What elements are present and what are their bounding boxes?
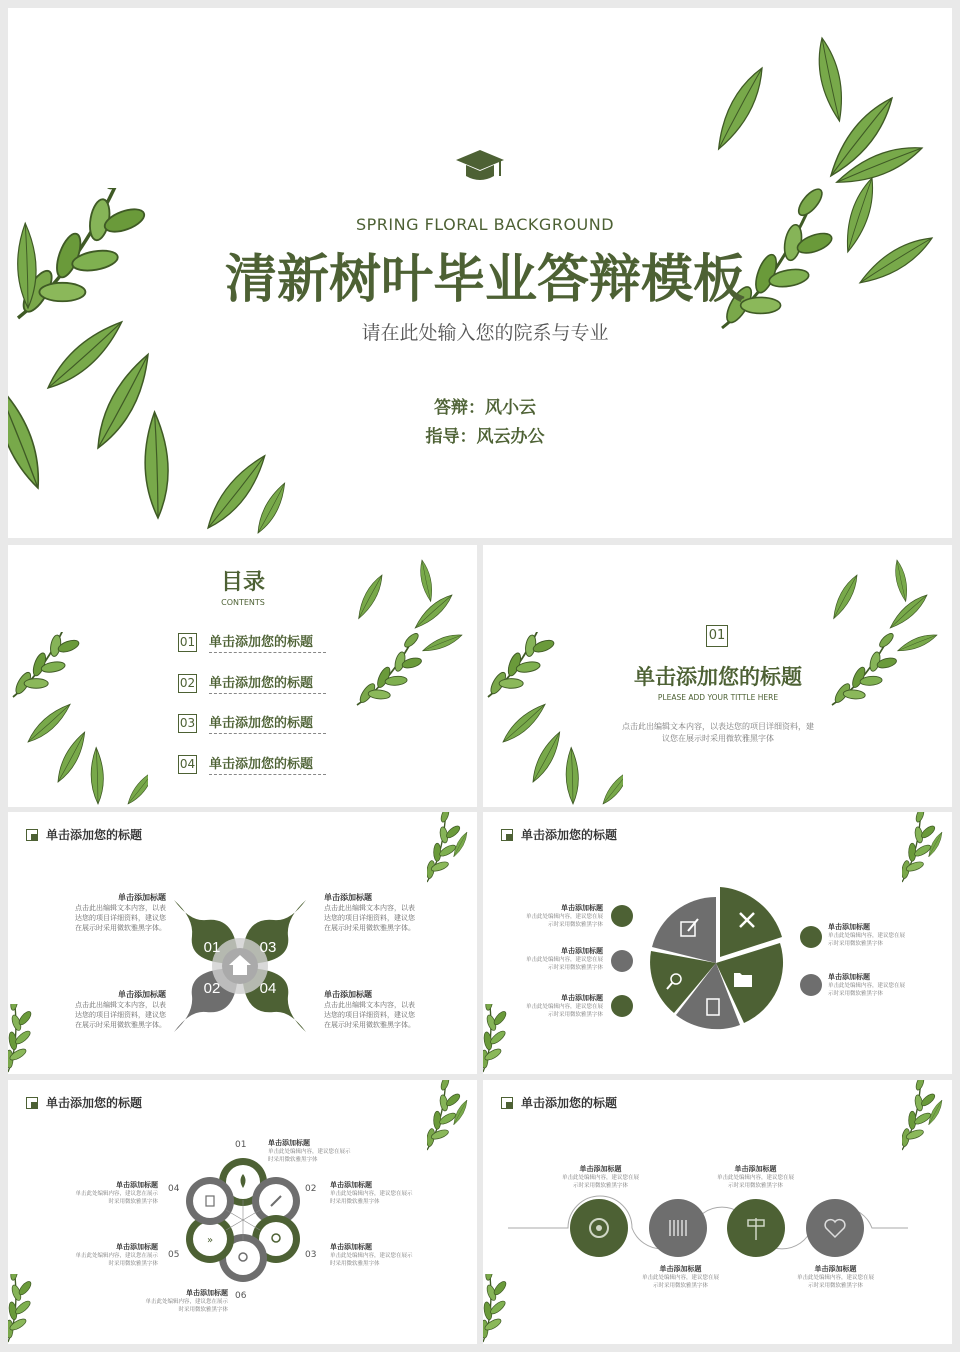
text-block-line: 示时采用微软雅黑字体 — [727, 1183, 783, 1189]
leaf-decoration-left — [8, 188, 288, 538]
header-marker-icon — [26, 829, 38, 841]
text-block-line: 单击此处编辑内容，建议您在展 — [796, 1275, 874, 1281]
cover-description: 请在此处输入您的院系与专业 — [361, 322, 609, 344]
petal-diagram-slide — [8, 812, 477, 1074]
flower-number-04: 04 — [168, 1184, 180, 1194]
text-block-line: 单击此处编辑内容，建议您在展示 — [75, 1191, 158, 1197]
text-block-line: 示时采用微软雅黑字体 — [572, 1183, 628, 1189]
flower-number-05: 05 — [168, 1250, 180, 1260]
cover-defender: 答辩：风小云 — [434, 398, 536, 418]
text-block-title: 单击添加标题 — [268, 1139, 310, 1147]
toc-item-number: 01 — [178, 633, 197, 652]
text-block-line: 单击此处编辑内容，建议您在展 — [525, 957, 603, 963]
text-block-title: 单击添加标题 — [116, 1243, 158, 1251]
text-block-title: 单击添加标题 — [734, 1165, 777, 1173]
petal-number-02: 02 — [203, 980, 221, 997]
toc-item-label: 单击添加您的标题 — [209, 631, 326, 653]
text-block-line: 点击此出编辑文本内容，以表 — [75, 1001, 166, 1009]
flower-number-02: 02 — [305, 1184, 317, 1194]
text-block-line: 单击此处编辑内容，建议您在展 — [828, 933, 906, 939]
text-block-line: 单击此处编辑内容，建议您在展示 — [330, 1191, 413, 1197]
text-block-line: 单击此处编辑内容，建议您在展 — [525, 1004, 603, 1010]
graduation-cap-icon — [454, 148, 506, 188]
text-block-line: 在展示时采用微软雅黑字体。 — [324, 1021, 415, 1029]
section-desc-line1: 点击此出编辑文本内容，以表达您的项目详细资料，建 — [622, 722, 814, 731]
text-block-1 — [66, 892, 166, 933]
section-subtitle-en: PLEASE ADD YOUR TITTLE HERE — [657, 693, 779, 702]
text-block-line: 点击此出编辑文本内容，以表 — [324, 904, 415, 912]
slide-header — [501, 1094, 617, 1111]
text-block-title: 单击添加标题 — [330, 1243, 372, 1251]
flower-bottom-text — [118, 1288, 228, 1314]
text-block-line: 达您的项目详细资料，建议您 — [75, 1011, 166, 1019]
text-block-line: 时采用微软雅黑字体 — [330, 1199, 380, 1205]
toc-item-3[interactable] — [178, 712, 326, 734]
toc-item-number: 04 — [178, 755, 197, 774]
section-title: 单击添加您的标题 — [634, 665, 802, 689]
slide-header-title: 单击添加您的标题 — [46, 1096, 143, 1110]
flower-right-text-1 — [330, 1180, 440, 1206]
text-block-line: 点击此出编辑文本内容，以表 — [324, 1001, 415, 1009]
section-number: 01 — [706, 625, 728, 647]
text-block-title: 单击添加标题 — [814, 1265, 857, 1273]
pie-left-text-1 — [503, 903, 603, 929]
slide-header-title: 单击添加您的标题 — [521, 828, 618, 842]
toc-title: 目录 — [220, 570, 265, 595]
petal-diagram — [170, 896, 310, 1036]
toc-item-label: 单击添加您的标题 — [209, 672, 326, 694]
flower-number-03: 03 — [305, 1250, 317, 1260]
text-block-title: 单击添加标题 — [116, 1181, 158, 1189]
dot-gray — [800, 974, 822, 996]
text-block-line: 点击此出编辑文本内容，以表 — [75, 904, 166, 912]
slide-header-title: 单击添加您的标题 — [46, 828, 143, 842]
text-block-line: 在展示时采用微软雅黑字体。 — [75, 1021, 166, 1029]
pie-diagram-slide — [483, 812, 952, 1074]
text-block-line: 示时采用微软雅黑字体 — [547, 965, 603, 971]
header-marker-icon — [501, 1097, 513, 1109]
timeline-diagram — [508, 1190, 908, 1270]
timeline-slide — [483, 1080, 952, 1344]
text-block-line: 在展示时采用微软雅黑字体。 — [75, 924, 166, 932]
header-marker-icon — [26, 1097, 38, 1109]
leaf-decoration-corner — [427, 1080, 477, 1155]
leaf-decoration-corner-left — [8, 1004, 53, 1074]
text-block-title: 单击添加标题 — [118, 990, 166, 999]
text-block-title: 单击添加标题 — [324, 893, 372, 902]
text-block-line: 单击此处编辑内容，建议您在展 — [828, 983, 906, 989]
text-block-3 — [66, 989, 166, 1030]
timeline-node-heart[interactable] — [806, 1199, 864, 1257]
text-block-line: 单击此处编辑内容，建议您在展 — [716, 1175, 794, 1181]
text-block-line: 单击此处编辑内容，建议您在展示 — [268, 1149, 351, 1155]
text-block-line: 示时采用微软雅黑字体 — [828, 991, 884, 997]
folder-icon — [734, 973, 752, 987]
leaf-decoration-section-right — [827, 545, 952, 715]
petal-number-01: 01 — [203, 939, 221, 956]
header-marker-icon — [501, 829, 513, 841]
text-block-line: 示时采用微软雅黑字体 — [547, 1012, 603, 1018]
toc-item-label: 单击添加您的标题 — [209, 712, 326, 734]
leaf-decoration-corner-left — [8, 1274, 53, 1344]
text-block-line: 单击此处编辑内容，建议您在展 — [641, 1275, 719, 1281]
cover-slide — [8, 8, 952, 538]
toc-item-1[interactable] — [178, 631, 326, 653]
text-block-title: 单击添加标题 — [330, 1181, 372, 1189]
leaf-decoration-corner-left — [483, 1274, 528, 1344]
text-block-line: 在展示时采用微软雅黑字体。 — [324, 924, 415, 932]
flower-petal-document[interactable] — [186, 1177, 234, 1225]
section-slide — [483, 545, 952, 807]
timeline-bottom-text-2 — [788, 1264, 883, 1290]
leaf-decoration-toc-left — [8, 632, 148, 807]
text-block-line: 单击此处编辑内容，建议您在展示 — [75, 1253, 158, 1259]
leaf-decoration-section-left — [483, 632, 623, 807]
cover-title: 清新树叶毕业答辩模板 — [224, 250, 745, 310]
leaf-decoration-toc-right — [352, 545, 477, 715]
text-block-line: 达您的项目详细资料，建议您 — [75, 914, 166, 922]
text-block-line: 时采用微软雅黑字体 — [178, 1307, 228, 1313]
cover-subtitle-en: SPRING FLORAL BACKGROUND — [355, 215, 615, 234]
text-block-line: 示时采用微软雅黑字体 — [547, 922, 603, 928]
cover-advisor: 指导：风云办公 — [425, 427, 545, 447]
dot-green — [800, 926, 822, 948]
text-block-title: 单击添加标题 — [561, 947, 603, 955]
leaf-decoration-corner — [902, 812, 952, 887]
text-block-line: 时采用微软雅黑字体 — [108, 1199, 158, 1205]
text-block-line: 示时采用微软雅黑字体 — [828, 941, 884, 947]
flower-number-06: 06 — [235, 1291, 247, 1301]
toc-item-number: 02 — [178, 674, 197, 693]
text-block-line: 单击此处编辑内容，建议您在展示 — [330, 1253, 413, 1259]
text-block-title: 单击添加标题 — [561, 994, 603, 1002]
toc-item-label: 单击添加您的标题 — [209, 753, 326, 775]
text-block-title: 单击添加标题 — [561, 904, 603, 912]
text-block-line: 达您的项目详细资料，建议您 — [324, 1011, 415, 1019]
flower-diagram-slide — [8, 1080, 477, 1344]
toc-subtitle: CONTENTS — [221, 598, 265, 607]
dot-green — [611, 995, 633, 1017]
text-block-line: 达您的项目详细资料，建议您 — [324, 914, 415, 922]
text-block-title: 单击添加标题 — [828, 923, 870, 931]
text-block-2 — [324, 892, 424, 933]
flower-left-text-2 — [48, 1242, 158, 1268]
text-block-title: 单击添加标题 — [579, 1165, 622, 1173]
text-block-line: 示时采用微软雅黑字体 — [807, 1283, 863, 1289]
toc-slide — [8, 545, 477, 807]
dot-gray — [611, 950, 633, 972]
text-block-title: 单击添加标题 — [118, 893, 166, 902]
flower-diagram — [182, 1154, 304, 1286]
toc-item-2[interactable] — [178, 672, 326, 694]
toc-item-number: 03 — [178, 714, 197, 733]
flower-right-text-2 — [330, 1242, 440, 1268]
leaf-decoration-corner — [427, 812, 477, 887]
pie-left-text-3 — [503, 993, 603, 1019]
slide-header — [26, 826, 142, 843]
timeline-bottom-text-1 — [633, 1264, 728, 1290]
dot-green — [611, 905, 633, 927]
toc-item-4[interactable] — [178, 753, 326, 775]
pie-diagram — [646, 885, 786, 1030]
flower-number-01: 01 — [235, 1140, 247, 1150]
text-block-4 — [324, 989, 424, 1030]
slide-header — [501, 826, 617, 843]
flower-left-text-1 — [48, 1180, 158, 1206]
text-block-line: 单击此处编辑内容，建议您在展 — [561, 1175, 639, 1181]
pie-left-text-2 — [503, 946, 603, 972]
text-block-title: 单击添加标题 — [186, 1289, 228, 1297]
slide-header-title: 单击添加您的标题 — [521, 1096, 618, 1110]
section-desc-line2: 议您在展示时采用微软雅黑字体 — [662, 734, 774, 743]
text-block-title: 单击添加标题 — [659, 1265, 702, 1273]
pie-right-text-1 — [828, 922, 938, 948]
timeline-top-text-1 — [553, 1164, 648, 1190]
text-block-line: 时采用微软雅黑字体 — [330, 1261, 380, 1267]
timeline-top-text-2 — [708, 1164, 803, 1190]
text-block-title: 单击添加标题 — [828, 973, 870, 981]
pie-right-text-2 — [828, 972, 938, 998]
petal-number-04: 04 — [259, 980, 277, 997]
slide-header — [26, 1094, 142, 1111]
petal-number-03: 03 — [259, 939, 277, 956]
forward-icon: » — [206, 1235, 214, 1246]
text-block-title: 单击添加标题 — [324, 990, 372, 999]
text-block-line: 单击此处编辑内容，建议您在展示 — [145, 1299, 228, 1305]
text-block-line: 单击此处编辑内容，建议您在展 — [525, 914, 603, 920]
text-block-line: 时采用微软雅黑字体 — [268, 1157, 318, 1163]
leaf-decoration-corner — [902, 1080, 952, 1155]
text-block-line: 示时采用微软雅黑字体 — [652, 1283, 708, 1289]
text-block-line: 时采用微软雅黑字体 — [108, 1261, 158, 1267]
